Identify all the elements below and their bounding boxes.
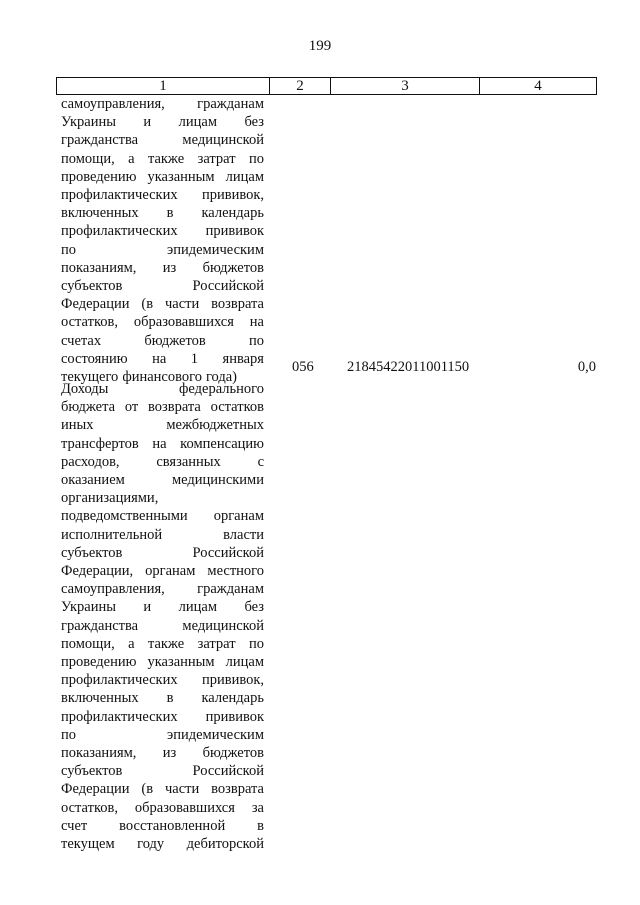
text-line: субъектов Российской bbox=[61, 763, 264, 780]
row-description bbox=[61, 380, 264, 853]
text-line: исполнительной власти bbox=[61, 526, 264, 543]
text-line: остатков, образовавшихся за bbox=[61, 799, 264, 816]
text-line: профилактических прививок bbox=[61, 223, 264, 240]
text-line: включенных в календарь bbox=[61, 690, 264, 707]
text-line: проведению указанным лицам bbox=[61, 168, 264, 185]
text-line: профилактических прививок, bbox=[61, 672, 264, 689]
text-line: остатков, образовавшихся на bbox=[61, 314, 264, 331]
text-line: текущем году дебиторской bbox=[61, 836, 264, 853]
table-row bbox=[61, 95, 264, 386]
text-line: показаниям, из бюджетов bbox=[61, 745, 264, 762]
row-value: 0,0 bbox=[577, 359, 596, 375]
text-line: профилактических прививок, bbox=[61, 187, 264, 204]
table-row bbox=[61, 380, 264, 853]
text-line: Украины и лицам без bbox=[61, 114, 264, 131]
text-line: по эпидемическим bbox=[61, 241, 264, 258]
row-kbk: 21845422011001150 bbox=[347, 359, 470, 375]
text-line: счет восстановленной в bbox=[61, 817, 264, 834]
text-line: самоуправления, гражданам bbox=[61, 581, 264, 598]
text-line: гражданства медицинской bbox=[61, 617, 264, 634]
text-line: Федерации, органам местного bbox=[61, 563, 264, 580]
text-line: показаниям, из бюджетов bbox=[61, 259, 264, 276]
text-line: расходов, связанных с bbox=[61, 453, 264, 470]
text-line: самоуправления, гражданам bbox=[61, 96, 264, 112]
text-line: проведению указанным лицам bbox=[61, 654, 264, 671]
row-description bbox=[61, 95, 264, 386]
text-line: текущего финансового года) bbox=[61, 369, 238, 386]
text-line: бюджета от возврата остатков bbox=[61, 399, 264, 416]
row-code: 056 bbox=[292, 359, 314, 375]
text-line: гражданства медицинской bbox=[61, 132, 264, 149]
text-line: помощи, а также затрат по bbox=[61, 150, 264, 167]
text-line: Украины и лицам без bbox=[61, 599, 264, 616]
text-line: трансфертов на компенсацию bbox=[61, 435, 264, 452]
text-line: состоянию на 1 января bbox=[61, 350, 264, 367]
text-line: счетах бюджетов по bbox=[61, 332, 264, 349]
column-header-2: 2 bbox=[270, 78, 331, 95]
page-number: 199 bbox=[308, 38, 332, 54]
text-line: организациями, bbox=[61, 490, 159, 507]
text-line: включенных в календарь bbox=[61, 205, 264, 222]
text-line: по эпидемическим bbox=[61, 726, 264, 743]
column-header-3: 3 bbox=[331, 78, 480, 95]
text-line: иных межбюджетных bbox=[61, 417, 264, 434]
table-header bbox=[56, 77, 597, 95]
column-header-4: 4 bbox=[480, 78, 597, 95]
text-line: подведомственными органам bbox=[61, 508, 264, 525]
text-line: оказанием медицинскими bbox=[61, 472, 264, 489]
column-header-1: 1 bbox=[57, 78, 270, 95]
text-line: Федерации (в части возврата bbox=[61, 296, 264, 313]
text-line: Федерации (в части возврата bbox=[61, 781, 264, 798]
text-line: субъектов Российской bbox=[61, 544, 264, 561]
text-line: помощи, а также затрат по bbox=[61, 635, 264, 652]
text-line: профилактических прививок bbox=[61, 708, 264, 725]
text-line: Доходы федерального bbox=[61, 381, 264, 397]
text-line: субъектов Российской bbox=[61, 278, 264, 295]
